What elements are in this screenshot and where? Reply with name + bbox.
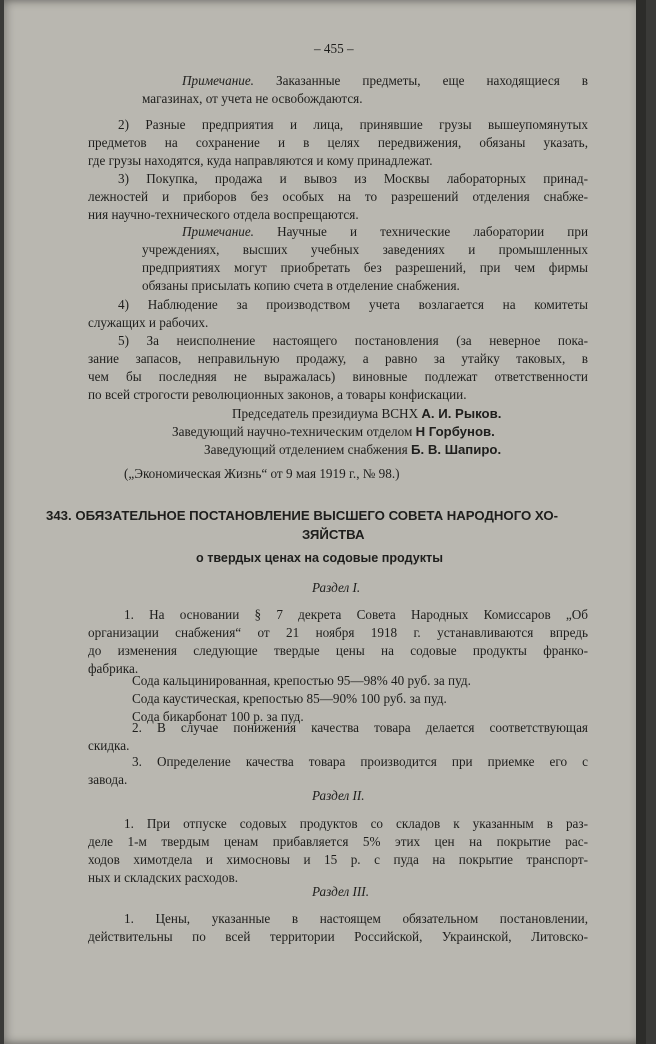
paragraph-5-line-4: по всей строгости революционных законов, а товары конфискации. xyxy=(88,387,467,402)
paragraph-3-line-1: 3) Покупка, продажа и вывоз из Москвы лабораторных принад- xyxy=(118,171,588,186)
signature-1-name: А. И. Рыков. xyxy=(421,406,502,421)
note2-line-4: обязаны присылать копию счета в отделение снабжения. xyxy=(142,278,460,293)
section-2-title: Раздел II. xyxy=(312,788,365,803)
decree-title-line-2: ЗЯЙСТВА xyxy=(302,527,365,542)
section-1-p3-line-1: 3. Определение качества товара производится при приемке его с xyxy=(132,754,588,769)
section-1-p3-line-2: завода. xyxy=(88,772,128,787)
note-line-2: магазинах, от учета не освобождаются. xyxy=(142,91,363,106)
source-citation: („Экономическая Жизнь“ от 9 мая 1919 г., № 98.) xyxy=(124,466,400,481)
price-soda-calcined: Сода кальцинированная, крепостью 95—98% 40 руб. за пуд. xyxy=(132,673,471,688)
decree-title-line-1 xyxy=(46,506,558,525)
page-number: – 455 – xyxy=(314,41,354,56)
signature-3-name: Б. В. Шапиро. xyxy=(411,442,502,457)
paragraph-2-line-2: предметов на сохранение и в целях передвижения, обязаны указать, xyxy=(88,135,588,150)
section-1-p1-line-2: организации снабжения“ от 21 ноября 1918 г. устанавливаются впредь xyxy=(88,625,588,640)
signature-1-role: Председатель президиума ВСНХ xyxy=(232,406,419,421)
section-2-p1-line-3: ходов химотдела и химосновы и 15 р. с пуда на покрытие транспорт- xyxy=(88,852,588,867)
note-text: Заказанные предметы, еще находящиеся в xyxy=(276,73,588,88)
page-edge-shadow xyxy=(636,0,646,1044)
paragraph-5-line-3: чем бы последняя не выражалась) виновные подлежат ответственности xyxy=(88,369,588,384)
note2-line-3: предприятиях могут приобретать без разрешений, при чем фирмы xyxy=(142,260,588,275)
signature-1 xyxy=(232,405,501,422)
section-2-p1-line-1: 1. При отпуске содовых продуктов со складов к указанным в раз- xyxy=(124,816,588,831)
section-3-p1-line-2: действительны по всей территории Российской, Украинской, Литовско- xyxy=(88,929,588,944)
signature-2-role: Заведующий научно-техническим отделом xyxy=(172,424,413,439)
paragraph-2-line-3: где грузы находятся, куда направляются и кому принадлежат. xyxy=(88,153,433,168)
decree-title-text: ОБЯЗАТЕЛЬНОЕ ПОСТАНОВЛЕНИЕ ВЫСШЕГО СОВЕТА НАРОДНОГО ХО- xyxy=(75,508,559,523)
note2-line-1 xyxy=(182,223,588,240)
decree-subtitle: о твердых ценах на содовые продукты xyxy=(196,551,443,565)
signature-2-name: Н Горбунов. xyxy=(415,424,495,439)
paragraph-3-line-2: лежностей и приборов без особых на то разрешений отделения снабже- xyxy=(88,189,588,204)
paragraph-2-line-1: 2) Разные предприятия и лица, принявшие грузы вышеупомянутых xyxy=(118,117,588,132)
paragraph-5-line-1: 5) За неисполнение настоящего постановления (за неверное пока- xyxy=(118,333,588,348)
paragraph-3-line-3: ния научно-технического отдела воспрещаются. xyxy=(88,207,359,222)
section-2-p1-line-4: ных и складских расходов. xyxy=(88,870,239,885)
paragraph-4-line-2: служащих и рабочих. xyxy=(88,315,209,330)
price-soda-caustic: Сода каустическая, крепостью 85—90% 100 руб. за пуд. xyxy=(132,691,447,706)
section-3-title: Раздел III. xyxy=(312,884,369,899)
section-1-title: Раздел I. xyxy=(312,580,361,595)
paragraph-4-line-1: 4) Наблюдение за производством учета возлагается на комитеты xyxy=(118,297,588,312)
paragraph-5-line-2: зание запасов, неправильную продажу, а равно за утайку таковых, в xyxy=(88,351,588,366)
section-1-p1-line-1: 1. На основании § 7 декрета Совета Народных Комиссаров „Об xyxy=(124,607,588,622)
note-line-1 xyxy=(182,72,588,89)
signature-3-role: Заведующий отделением снабжения xyxy=(204,442,408,457)
book-page xyxy=(4,0,646,1044)
price-soda-bicarbonate: Сода бикарбонат 100 р. за пуд. xyxy=(132,709,304,724)
note2-line-2: учреждениях, высших учебных заведениях и промышленных xyxy=(142,242,588,257)
section-1-p2-line-2: скидка. xyxy=(88,738,130,753)
decree-number: 343. xyxy=(46,508,72,523)
signature-3 xyxy=(204,441,501,458)
section-1-p1-line-3: до изменения следующие твердые цены на содовые продукты франко- xyxy=(88,643,588,658)
note-label: Примечание. xyxy=(182,73,254,88)
signature-2 xyxy=(172,423,495,440)
section-1-p1-line-4: фабрика. xyxy=(88,661,139,676)
section-3-p1-line-1: 1. Цены, указанные в настоящем обязательном постановлении, xyxy=(124,911,588,926)
note2-label: Примечание. xyxy=(182,224,254,239)
section-2-p1-line-2: деле 1-м твердым ценам прибавляется 5% этих цен на покрытие рас- xyxy=(88,834,588,849)
section-1-p2-line-1: 2. В случае понижения качества товара делается соответствующая xyxy=(132,720,588,735)
note2-text: Научные и технические лаборатории при xyxy=(277,224,589,239)
